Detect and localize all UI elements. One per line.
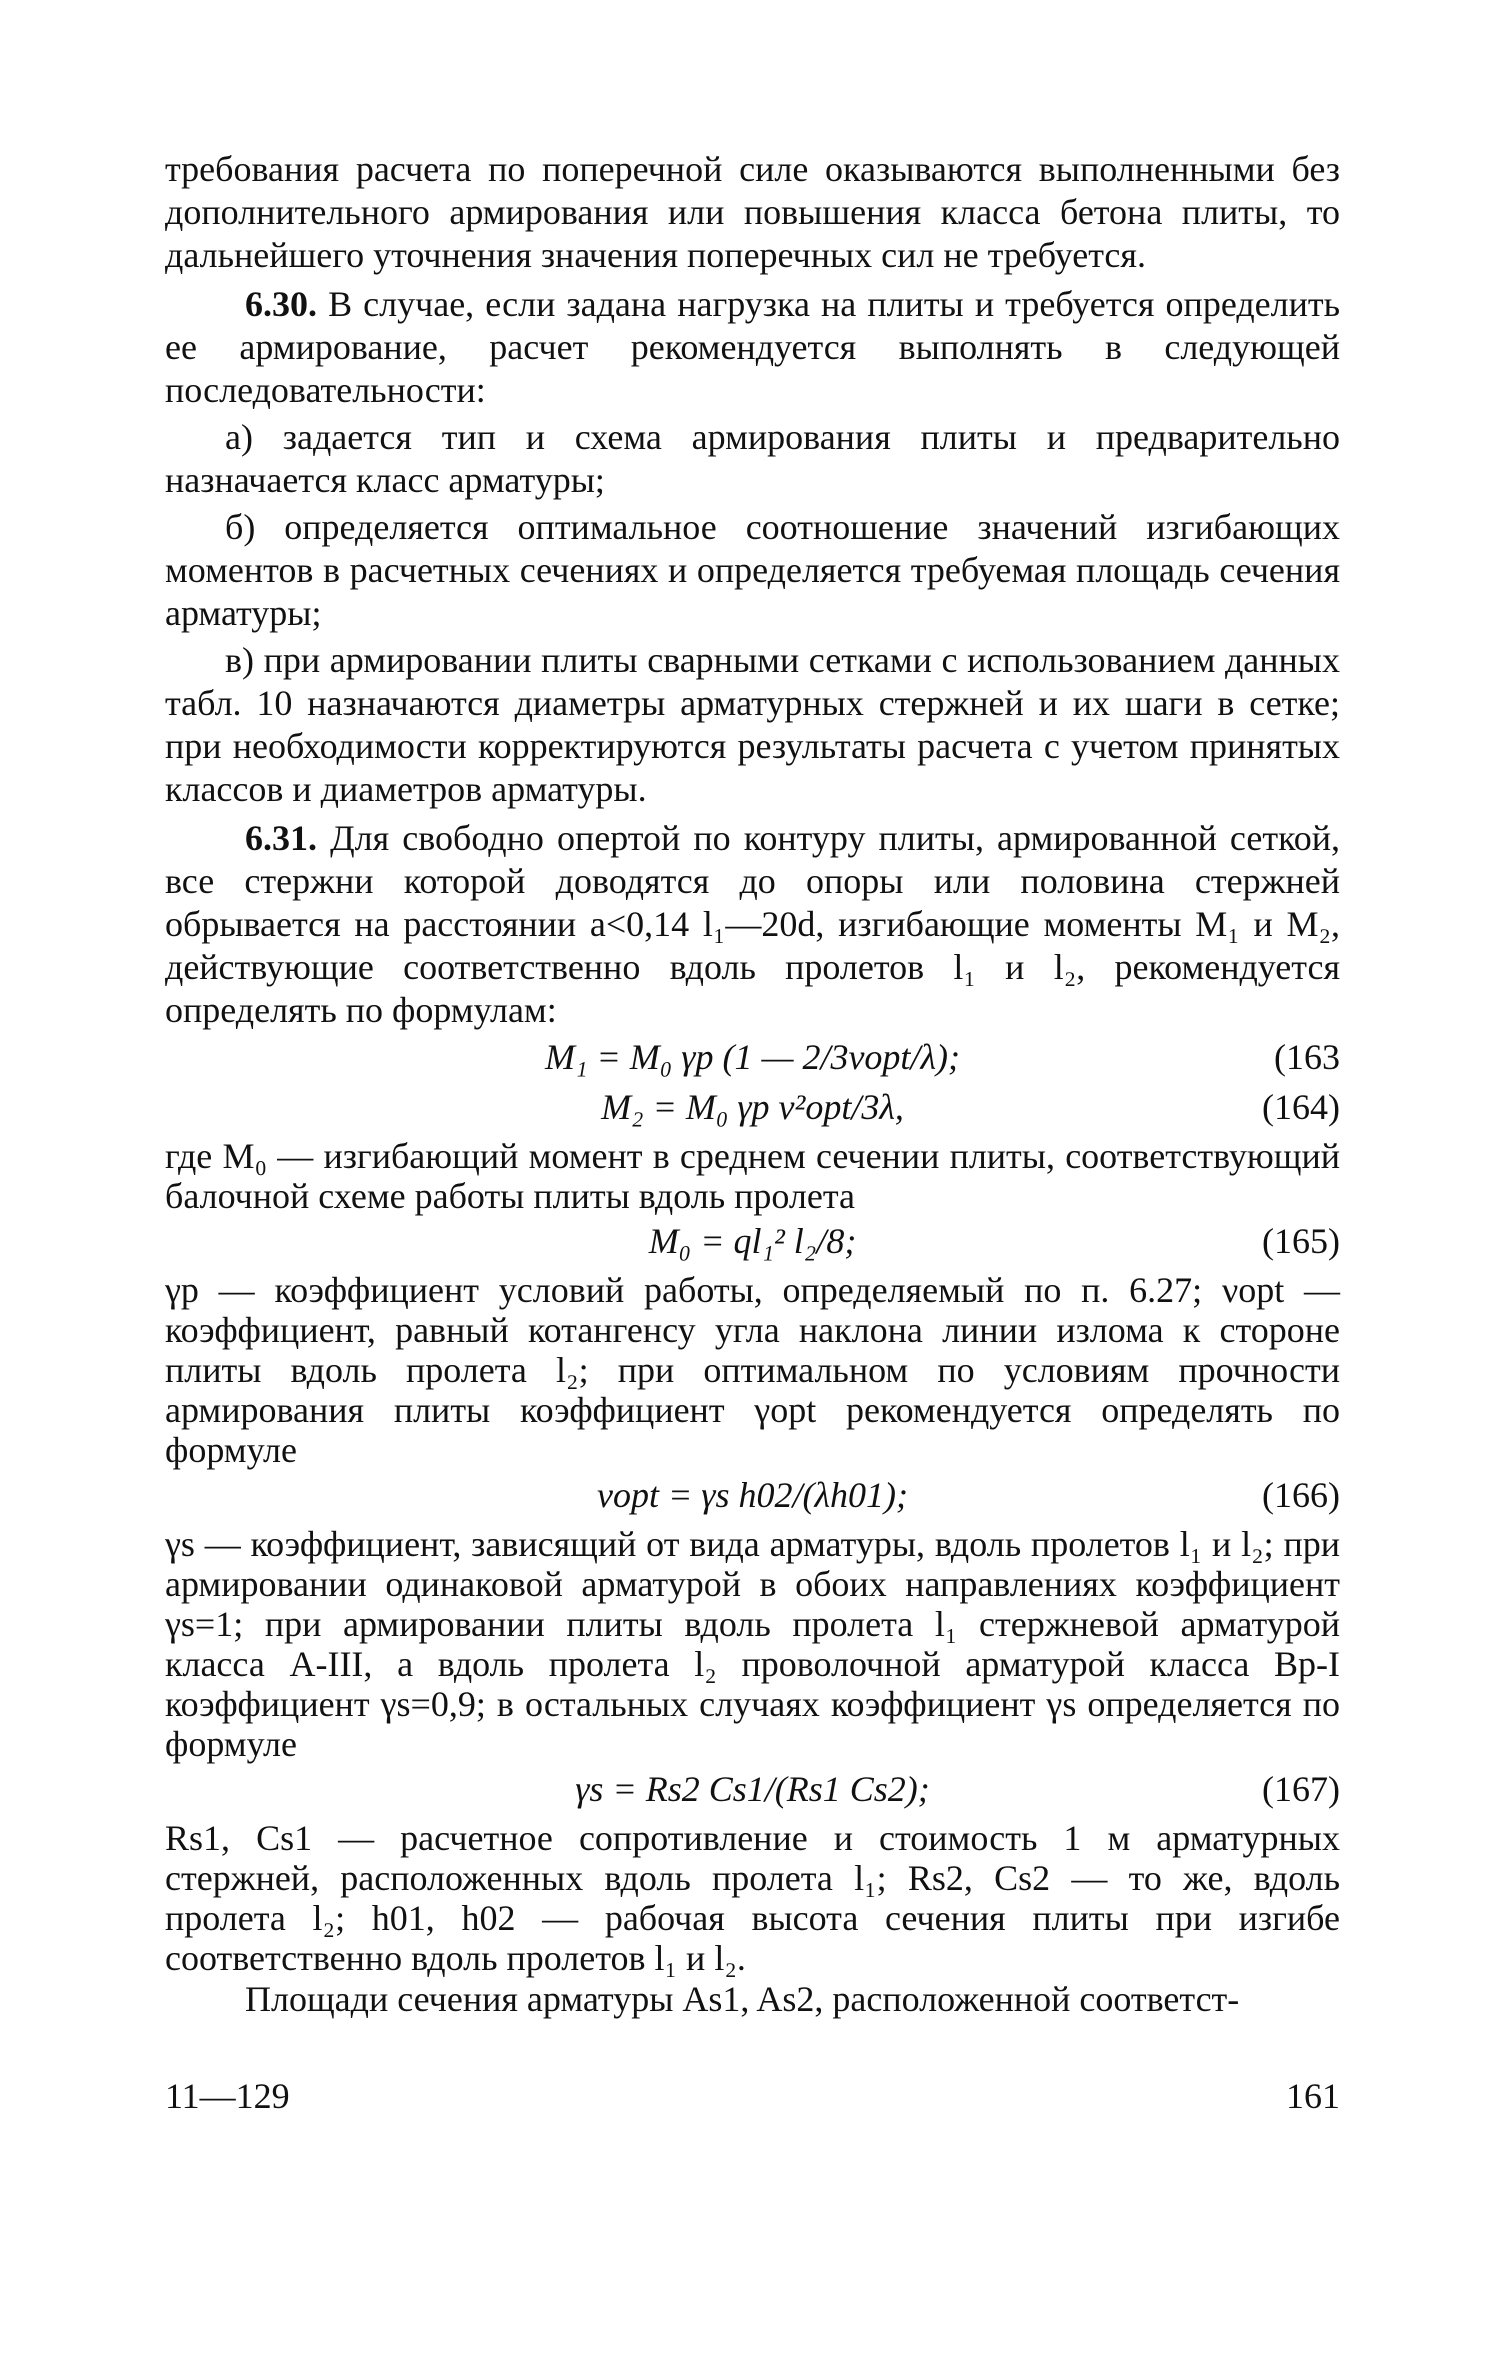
paragraph-areas: Площади сечения арматуры As1, As2, расположенной соответст-	[245, 1979, 1240, 2019]
formula-expression: M₀ = ql₁² l₂/8;	[648, 1221, 857, 1261]
body-text	[165, 148, 1340, 2021]
list-item-c: в) при армировании плиты сварными сетками с использованием данных табл. 10 назначаются диаметры арматурных стержней и их шаги в сетке; при необходимости корректируются результаты расчета с учетом принятых классов и диаметров арматуры.	[165, 640, 1340, 809]
paragraph-gamma-s: γs — коэффициент, зависящий от вида арматуры, вдоль пролетов l₁ и l₂; при армировании одинаковой арматурой в обоих направлениях коэффициент γs=1; при армировании плиты вдоль пролета l₁ стержневой арматурой класса А-III, а вдоль пролета l₂ проволочной арматурой класса Вр-I коэффициент γs=0,9; в остальных случаях коэффициент γs определяется по формуле	[165, 1524, 1340, 1764]
paragraph-rs: Rs1, Cs1 — расчетное сопротивление и стоимость 1 м арматурных стержней, расположенных вдоль пролета l₁; Rs2, Cs2 — то же, вдоль пролета l₂; h01, h02 — рабочая высота сечения плиты при изгибе соответственно вдоль пролетов l₁ и l₂.	[165, 1818, 1340, 1978]
formula-167	[165, 1768, 1340, 1814]
paragraph-gamma-p: γp — коэффициент условий работы, определяемый по п. 6.27; νopt — коэффициент, равный котангенсу угла наклона линии излома к стороне плиты вдоль пролета l₂; при оптимальном по условиям прочности армирования плиты коэффициент γopt рекомендуется определять по формуле	[165, 1270, 1340, 1470]
formula-expression: M₂ = M₀ γp ν²opt/3λ,	[601, 1087, 904, 1127]
formula-expression: νopt = γs h02/(λh01);	[596, 1475, 909, 1515]
paragraph-where: где M₀ — изгибающий момент в среднем сечении плиты, соответствующий балочной схеме работы плиты вдоль пролета	[165, 1136, 1340, 1216]
section-number: 6.31.	[245, 818, 317, 858]
formula-number: (167)	[1262, 1769, 1340, 1809]
section-text: Для свободно опертой по контуру плиты, армированной сеткой, все стержни которой доводятся до опоры или половина стержней обрывается на расстоянии a<0,14 l₁—20d, изгибающие моменты M₁ и M₂, действующие соответственно вдоль пролетов l₁ и l₂, рекомендуется определять по формулам:	[165, 818, 1340, 1030]
list-item-a: а) задается тип и схема армирования плиты и предварительно назначается класс арматуры;	[165, 417, 1340, 500]
list-item-b: б) определяется оптимальное соотношение значений изгибающих моментов в расчетных сечениях и определяется требуемая площадь сечения арматуры;	[165, 507, 1340, 633]
formula-number: (165)	[1262, 1221, 1340, 1261]
paragraph-continuation: требования расчета по поперечной силе оказываются выполненными без дополнительного армирования или повышения класса бетона плиты, то дальнейшего уточнения значения поперечных сил не требуется.	[165, 149, 1340, 275]
section-text: В случае, если задана нагрузка на плиты и требуется определить ее армирование, расчет рекомендуется выполнять в следующей последовательности:	[165, 284, 1340, 410]
formula-number: (164)	[1262, 1087, 1340, 1127]
page-number: 161	[1286, 2076, 1340, 2116]
formula-number: (166)	[1262, 1475, 1340, 1515]
formula-163	[165, 1036, 1340, 1082]
section-6-30	[165, 283, 1340, 412]
signature-mark: 11—129	[165, 2076, 290, 2116]
formula-165	[165, 1220, 1340, 1266]
section-6-31	[165, 817, 1340, 1032]
formula-166	[165, 1474, 1340, 1520]
formula-expression: M₁ = M₀ γp (1 — 2/3νopt/λ);	[544, 1037, 961, 1077]
formula-number: (163	[1274, 1037, 1340, 1077]
section-number: 6.30.	[245, 284, 317, 324]
formula-expression: γs = Rs2 Cs1/(Rs1 Cs2);	[575, 1769, 930, 1809]
formula-164	[165, 1086, 1340, 1132]
